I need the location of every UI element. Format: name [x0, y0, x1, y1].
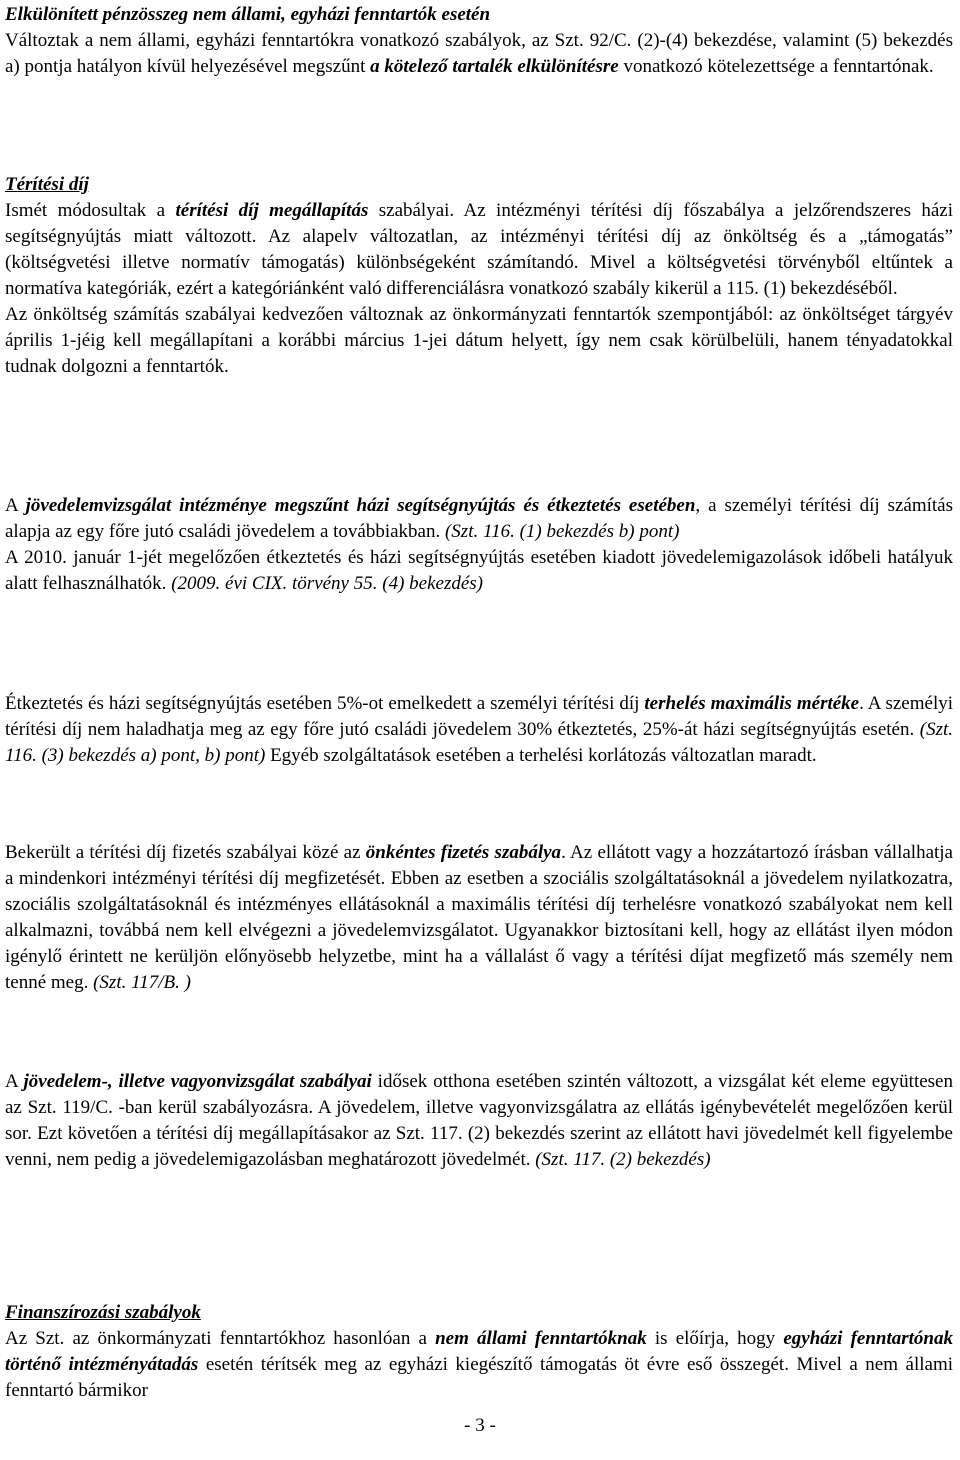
- paragraph-financing: Az Szt. az önkormányzati fenntartókhoz hasonlóan a nem állami fenntartóknak is előírja, hogy egyházi fenntartónak történő intézményátadás esetén térítsék meg az egyházi kiegészítő támogatás öt évre eső összegét. Mivel a nem állami fenntartó bármikor: [5, 1328, 954, 1401]
- paragraph-income-check: A jövedelemvizsgálat intézménye megszűnt házi segítségnyújtás és étkeztetés esetében, a személyi térítési díj számítás alapja az egy főre jutó családi jövedelem a továbbiakban. (Szt. 116. (1) bekezdés b) pont) A 2010. január 1-jét megelőzően étkeztetés és házi segítségnyújtás esetében kiadott jövedelemigazolások időbeli hatályuk alatt felhasználhatók. (2009. évi CIX. törvény 55. (4) bekezdés): [5, 495, 953, 594]
- paragraph-voluntary-payment: Bekerült a térítési díj fizetés szabályai közé az önkéntes fizetés szabálya. Az ellátott vagy a hozzátartozó írásban vállalhatja a mindenkori intézményi térítési díj megfizetését. Ebben az esetben a szociális szolgáltatásoknál a jövedelem nyilatkozatra, szociális szolgáltatásoknál és intézményes ellátásoknál a maximális térítési díj terhelésre vonatkozó szabályokat nem kell alkalmazni, továbbá nem kell elvégezni a jövedelemvizsgálatot. Ugyanakkor biztosítani kell, hogy az ellátást ilyen módon igénylő érintett ne kerüljön előnyösebb helyzetbe, mint ha a vállalást ő vagy a térítési díjat megfizető más személy nem tenné meg. (Szt. 117/B. ): [5, 842, 953, 993]
- paragraph-asset-check: A jövedelem-, illetve vagyonvizsgálat szabályai idősek otthona esetében szintén változott, a vizsgálat két eleme együttesen az Szt. 119/C. -ban kerül szabályozásra. A jövedelem, illetve vagyonvizsgálatra az ellátás igénybevételét megelőzően kerül sor. Ezt követően a térítési díj megállapításakor az Szt. 117. (2) bekezdés szerint az ellátott havi jövedelmét kell figyelembe venni, nem pedig a jövedelemigazolásban meghatározott jövedelmét. (Szt. 117. (2) bekezdés): [5, 1071, 953, 1170]
- section-financing: [5, 1300, 953, 1404]
- section-title-fee: Térítési díj: [5, 174, 89, 195]
- paragraph-fee-rules: Ismét módosultak a térítési díj megállapítás szabályai. Az intézményi térítési díj főszabálya a jelzőrendszeres házi segítségnyújtás miatt változott. Az alapelv változatlan, az intézményi térítési díj az önköltség és a „támogatás” (költségvetési illetve normatív támogatás) különbségeként számítandó. Mivel a költségvetési törvényből eltűntek a normatíva kategóriák, ezért a kategóriánként való differenciálásra vonatkozó szabály kikerül a 115. (1) bekezdéséből.: [5, 200, 954, 299]
- paragraph-cost-calculation: Az önköltség számítás szabályai kedvezően változnak az önkormányzati fenntartók szempontjából: az önköltséget tárgyév április 1-jéig kell megállapítani a korábbi március 1-jei dátum helyett, így nem csak körülbelüli, hanem tényadatokkal tudnak dolgozni a fenntartók.: [5, 304, 953, 377]
- paragraph-max-burden: Étkeztetés és házi segítségnyújtás esetében 5%-ot emelkedett a személyi térítési díj terhelés maximális mértéke. A személyi térítési díj nem haladhatja meg az egy főre jutó családi jövedelem 30% étkeztetés, 25%-át házi segítségnyújtás esetén. (Szt. 116. (3) bekezdés a) pont, b) pont) Egyéb szolgáltatások esetében a terhelési korlátozás változatlan maradt.: [5, 693, 954, 766]
- section-title-segregated-funds: Elkülönített pénzösszeg nem állami, egyházi fenntartók esetén: [5, 4, 491, 25]
- section-segregated-funds: [5, 2, 953, 80]
- page-number: - 3 -: [464, 1415, 496, 1436]
- section-fee: [5, 172, 953, 380]
- paragraph-segregated-funds: Változtak a nem állami, egyházi fenntartókra vonatkozó szabályok, az Szt. 92/C. (2)-(4) bekezdése, valamint (5) bekezdés a) pontja hatályon kívül helyezésével megszűnt a kötelező tartalék elkülönítésre vonatkozó kötelezettsége a fenntartónak.: [5, 30, 953, 77]
- section-title-financing: Finanszírozási szabályok: [5, 1302, 201, 1323]
